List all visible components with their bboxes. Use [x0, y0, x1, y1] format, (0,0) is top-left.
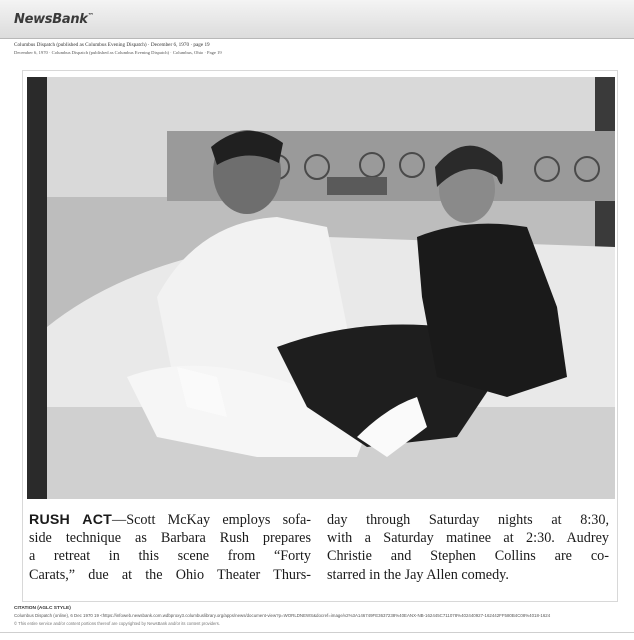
- caption-line: Christie and Stephen Collins are co-: [327, 548, 609, 565]
- newsbank-logo[interactable]: NewsBank™: [14, 12, 94, 27]
- copyright-notice: © This entire service and/or content portions thereof are copyrighted by NewsBank and/or its content providers.: [14, 621, 220, 626]
- caption-line: RUSH ACT—Scott McKay employs sofa-: [29, 512, 312, 528]
- caption-line: day through Saturday nights at 8:30,: [327, 512, 609, 528]
- caption-headline: RUSH ACT: [29, 512, 113, 528]
- publication-line: Columbus Dispatch (published as Columbus Evening Dispatch) · December 6, 1970 · page 19: [14, 42, 210, 48]
- citation-label: CITATION (AGLC STYLE): [14, 606, 71, 611]
- newspaper-photo: [27, 77, 615, 499]
- publication-detail-line: December 6, 1970 · Columbus Dispatch (published as Columbus Evening Dispatch) · Columbus, Ohio · Page 19: [14, 50, 222, 55]
- footer-divider: [0, 632, 634, 633]
- caption-line: starred in the Jay Allen comedy.: [327, 566, 509, 583]
- caption-line: side technique as Barbara Rush prepares: [29, 530, 311, 547]
- newspaper-clipping: [22, 70, 618, 602]
- citation-text[interactable]: Columbus Dispatch (online), 6 Dec 1970 19 <https://infoweb.newsbank.com.wdbproxy3.columbuslibrary.org/apps/news/document-view?p=WORLDNEWS&docref=image/v2%3A146749FE3637238%40EANX-NB-162445C711078%402440927-162442FF580B4C08%4018-1624: [14, 613, 551, 618]
- caption-line: a retreat in this scene from “Forty: [29, 548, 311, 565]
- caption-line: with a Saturday matinee at 2:30. Audrey: [327, 530, 609, 547]
- caption-left-column: [29, 511, 311, 584]
- newsbank-header-bar: [0, 0, 634, 39]
- caption-right-column: [327, 511, 609, 584]
- caption-line: Carats,” due at the Ohio Theater Thurs-: [29, 566, 311, 583]
